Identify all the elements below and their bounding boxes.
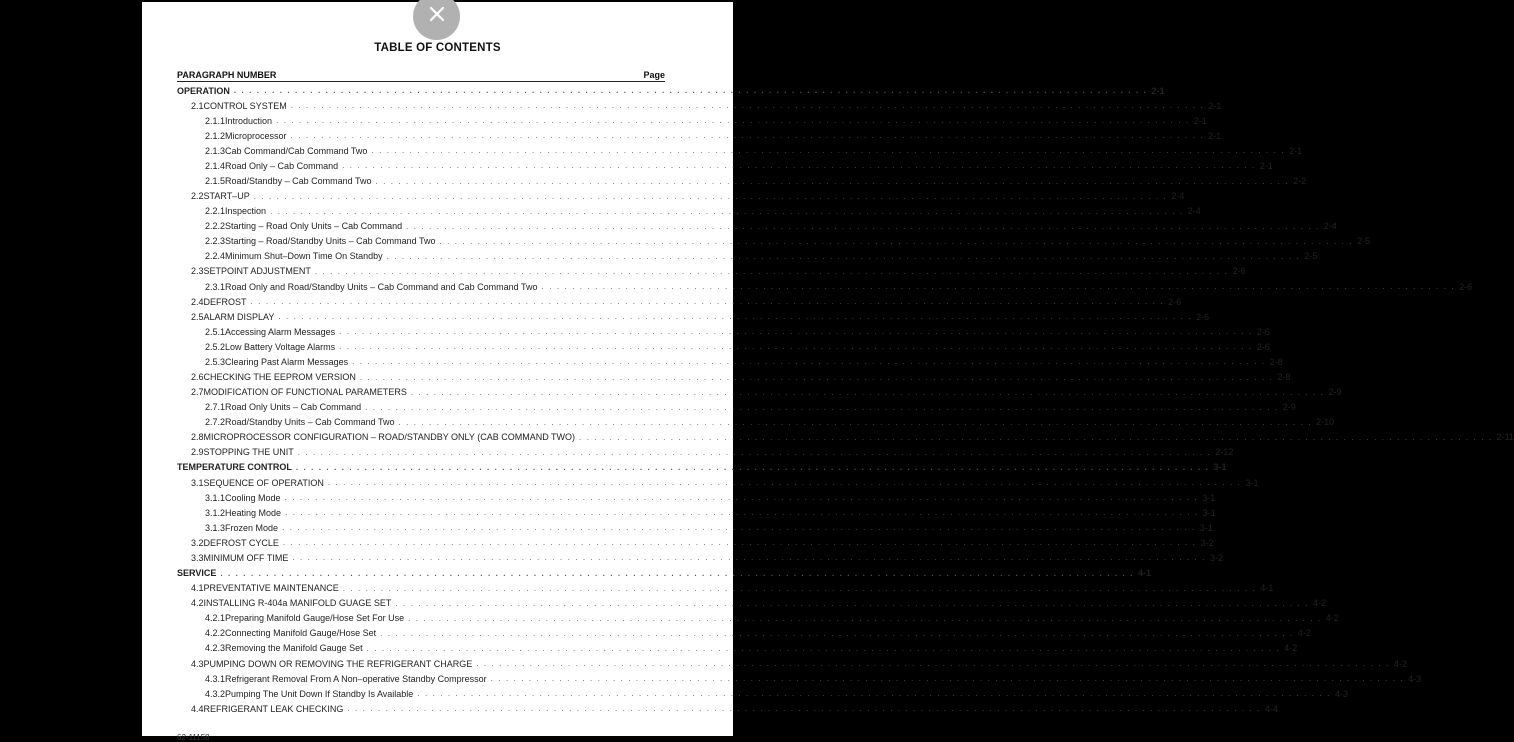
- dot-leader: . . . . . . . . . . . . . . . . . . . . . . . . . . . . . . . . . . . . . . . . . . . . . . . . . . . . . . . . . . . . . . . . . . . . . . . . . . . . . . . . . . . . . . . . . . . . . . . . . . . . . . . . . . . . . . . . . . . . . . . .: [220, 568, 1134, 578]
- toc-entry-number: 4.2.2: [205, 628, 226, 639]
- dot-leader: . . . . . . . . . . . . . . . . . . . . . . . . . . . . . . . . . . . . . . . . . . . . . . . . . . . . . . . . . . . . . . . . . . . . . . . . . . . . . . . . . . . . . . . . . . . . . . . . . . . . . . . . . . . . . . . . . . . . . . . .: [297, 447, 1212, 457]
- close-icon: [428, 5, 446, 28]
- toc-entry-page: 4-2: [1284, 643, 1298, 654]
- toc-list: [177, 83, 1514, 716]
- toc-entry-number: 2.4: [191, 296, 204, 307]
- toc-entry-page: 3-2: [1209, 552, 1223, 563]
- toc-title: TABLE OF CONTENTS: [374, 42, 501, 54]
- toc-entry-page: 4-1: [1260, 583, 1274, 594]
- toc-entry[interactable]: [177, 596, 1327, 611]
- dot-leader: . . . . . . . . . . . . . . . . . . . . . . . . . . . . . . . . . . . . . . . . . . . . . . . . . . . . . . . . . . . . . . . . . . . . . . . . . . . . . . . . . . . . . . . . . . . . . . . . . . . . . . . . . . . . . . . . . . . . . . . .: [282, 538, 1197, 548]
- dot-leader: . . . . . . . . . . . . . . . . . . . . . . . . . . . . . . . . . . . . . . . . . . . . . . . . . . . . . . . . . . . . . . . . . . . . . . . . . . . . . . . . . . . . . . . . . . . . . . . . . . . . . . . . . . . . . . . . . . . . . . . .: [278, 312, 1192, 322]
- toc-entry-number: 2.7.2: [205, 417, 226, 428]
- toc-entry-title: Clearing Past Alarm Messages: [225, 356, 349, 367]
- toc-entry[interactable]: [177, 415, 1335, 430]
- toc-entry[interactable]: [177, 490, 1216, 505]
- dot-leader: . . . . . . . . . . . . . . . . . . . . . . . . . . . . . . . . . . . . . . . . . . . . . . . . . . . . . . . . . . . . . . . . . . . . . . . . . . . . . . . . . . . . . . . . . . . . . . . . . . . . . . . . . . . . . . . . . . . . . . . .: [314, 266, 1229, 276]
- toc-entry-page: 2-6: [1196, 311, 1210, 322]
- dot-leader: . . . . . . . . . . . . . . . . . . . . . . . . . . . . . . . . . . . . . . . . . . . . . . . . . . . . . . . . . . . . . . . . . . . . . . . . . . . . . . . . . . . . . . . . . . . . . . . . . . . . . . . . . . . . . . . . . . . . . . . .: [417, 689, 1331, 699]
- dot-leader: . . . . . . . . . . . . . . . . . . . . . . . . . . . . . . . . . . . . . . . . . . . . . . . . . . . . . . . . . . . . . . . . . . . . . . . . . . . . . . . . . . . . . . . . . . . . . . . . . . . . . . . . . . . . . . . . . . . . . . . .: [365, 402, 1279, 412]
- dot-leader: . . . . . . . . . . . . . . . . . . . . . . . . . . . . . . . . . . . . . . . . . . . . . . . . . . . . . . . . . . . . . . . . . . . . . . . . . . . . . . . . . . . . . . . . . . . . . . . . . . . . . . . . . . . . . . . . . . . . . . . .: [408, 613, 1322, 623]
- toc-entry[interactable]: [177, 219, 1337, 234]
- dot-leader: . . . . . . . . . . . . . . . . . . . . . . . . . . . . . . . . . . . . . . . . . . . . . . . . . . . . . . . . . . . . . . . . . . . . . . . . . . . . . . . . . . . . . . . . . . . . . . . . . . . . . . . . . . . . . . . . . . . . . . . .: [290, 131, 1205, 141]
- toc-entry[interactable]: [177, 173, 1307, 188]
- toc-entry-title: Cab Command/Cab Command Two: [225, 145, 368, 156]
- toc-entry[interactable]: [177, 234, 1371, 249]
- toc-entry-number: 2.1.2: [205, 130, 226, 141]
- toc-entry-title: Starting – Road Only Units – Cab Command: [225, 221, 403, 232]
- toc-entry-title: Microprocessor: [225, 130, 287, 141]
- dot-leader: . . . . . . . . . . . . . . . . . . . . . . . . . . . . . . . . . . . . . . . . . . . . . . . . . . . . . . . . . . . . . . . . . . . . . . . . . . . . . . . . . . . . . . . . . . . . . . . . . . . . . . . . . . . . . . . . . . . . . . . .: [375, 176, 1290, 186]
- toc-entry-page: 3-2: [1200, 537, 1214, 548]
- toc-entry-number: 2.1: [191, 100, 204, 111]
- toc-entry-title: MICROPROCESSOR CONFIGURATION – ROAD/STANDBY ONLY (CAB COMMAND TWO): [203, 432, 576, 443]
- dot-leader: . . . . . . . . . . . . . . . . . . . . . . . . . . . . . . . . . . . . . . . . . . . . . . . . . . . . . . . . . . . . . . . . . . . . . . . . . . . . . . . . . . . . . . . . . . . . . . . . . . . . . . . . . . . . . . . . . . . . . . . .: [371, 146, 1286, 156]
- dot-leader: . . . . . . . . . . . . . . . . . . . . . . . . . . . . . . . . . . . . . . . . . . . . . . . . . . . . . . . . . . . . . . . . . . . . . . . . . . . . . . . . . . . . . . . . . . . . . . . . . . . . . . . . . . . . . . . . . . . . . . . .: [284, 493, 1199, 503]
- toc-entry-number: 2.2.1: [205, 206, 226, 217]
- toc-entry-title: Low Battery Voltage Alarms: [225, 341, 336, 352]
- toc-entry-title: Inspection: [225, 206, 267, 217]
- toc-entry-page: 3-1: [1199, 522, 1213, 533]
- toc-entry-title: Accessing Alarm Messages: [225, 326, 336, 337]
- toc-entry-number: 4.3.1: [205, 673, 226, 684]
- toc-entry-number: 2.2.3: [205, 236, 226, 247]
- toc-entry[interactable]: [177, 294, 1182, 309]
- dot-leader: . . . . . . . . . . . . . . . . . . . . . . . . . . . . . . . . . . . . . . . . . . . . . . . . . . . . . . . . . . . . . . . . . . . . . . . . . . . . . . . . . . . . . . . . . . . . . . . . . . . . . . . . . . . . . . . . . . . . . . . .: [327, 478, 1242, 488]
- toc-entry-number: 2.5: [191, 311, 204, 322]
- page-footer: 62-11158: [177, 733, 210, 742]
- toc-entry-number: 2.7.1: [205, 402, 226, 413]
- toc-entry-number: 2.2.2: [205, 221, 226, 232]
- toc-entry-number: 2.7: [191, 387, 204, 398]
- toc-entry-number: 4.3: [191, 658, 204, 669]
- toc-entry-page: 3-1: [1245, 477, 1259, 488]
- toc-entry-number: 2.1.1: [205, 115, 226, 126]
- toc-entry-number: 2.5.2: [205, 341, 226, 352]
- toc-entry-title: Frozen Mode: [225, 522, 279, 533]
- toc-entry[interactable]: [177, 128, 1222, 143]
- toc-entry-number: 4.2.1: [205, 613, 226, 624]
- toc-entry[interactable]: [177, 279, 1473, 294]
- toc-entry[interactable]: [177, 249, 1318, 264]
- dot-leader: . . . . . . . . . . . . . . . . . . . . . . . . . . . . . . . . . . . . . . . . . . . . . . . . . . . . . . . . . . . . . . . . . . . . . . . . . . . . . . . . . . . . . . . . . . . . . . . . . . . . . . . . . . . . . . . . . . . . . . . .: [342, 161, 1256, 171]
- toc-entry-number: 2.5.1: [205, 326, 226, 337]
- toc-entry[interactable]: [177, 143, 1303, 158]
- dot-leader: . . . . . . . . . . . . . . . . . . . . . . . . . . . . . . . . . . . . . . . . . . . . . . . . . . . . . . . . . . . . . . . . . . . . . . . . . . . . . . . . . . . . . . . . . . . . . . . . . . . . . . . . . . . . . . . . . . . . . . . .: [250, 297, 1165, 307]
- toc-entry-number: 4.3.2: [205, 688, 226, 699]
- toc-entry-title: CONTROL SYSTEM: [203, 100, 287, 111]
- dot-leader: . . . . . . . . . . . . . . . . . . . . . . . . . . . . . . . . . . . . . . . . . . . . . . . . . . . . . . . . . . . . . . . . . . . . . . . . . . . . . . . . . . . . . . . . . . . . . . . . . . . . . . . . . . . . . . . . . . . . . . . .: [347, 704, 1262, 714]
- toc-entry-page: 2-5: [1304, 251, 1318, 262]
- toc-entry[interactable]: [177, 339, 1270, 354]
- toc-entry-title: Cooling Mode: [225, 492, 281, 503]
- toc-entry-number: 4.2.3: [205, 643, 226, 654]
- toc-entry-page: 2-1: [1151, 85, 1165, 96]
- toc-entry-page: 2-12: [1215, 447, 1234, 458]
- toc-entry[interactable]: [177, 701, 1279, 716]
- toc-entry[interactable]: [177, 430, 1514, 445]
- toc-entry-title: PREVENTATIVE MAINTENANCE: [203, 583, 339, 594]
- toc-entry[interactable]: [177, 671, 1422, 686]
- toc-entry-page: 4-4: [1265, 703, 1279, 714]
- toc-entry-number: 2.1.3: [205, 145, 226, 156]
- toc-entry-page: 2-1: [1193, 115, 1207, 126]
- toc-entry[interactable]: [177, 369, 1291, 384]
- toc-entry[interactable]: [177, 385, 1342, 400]
- toc-entry[interactable]: [177, 445, 1234, 460]
- dot-leader: . . . . . . . . . . . . . . . . . . . . . . . . . . . . . . . . . . . . . . . . . . . . . . . . . . . . . . . . . . . . . . . . . . . . . . . . . . . . . . . . . . . . . . . . . . . . . . . . . . . . . . . . . . . . . . . . . . . . . . . .: [282, 523, 1196, 533]
- toc-entry-page: 2-1: [1208, 130, 1222, 141]
- toc-entry-page: 4-3: [1408, 673, 1422, 684]
- paragraph-number-header: PARAGRAPH NUMBER: [177, 70, 277, 80]
- dot-leader: . . . . . . . . . . . . . . . . . . . . . . . . . . . . . . . . . . . . . . . . . . . . . . . . . . . . . . . . . . . . . . . . . . . . . . . . . . . . . . . . . . . . . . . . . . . . . . . . . . . . . . . . . . . . . . . . . . . . . . . .: [285, 508, 1199, 518]
- toc-entry-page: 2-5: [1357, 236, 1371, 247]
- toc-entry-title: Preparing Manifold Gauge/Hose Set For Use: [225, 613, 405, 624]
- dot-leader: . . . . . . . . . . . . . . . . . . . . . . . . . . . . . . . . . . . . . . . . . . . . . . . . . . . . . . . . . . . . . . . . . . . . . . . . . . . . . . . . . . . . . . . . . . . . . . . . . . . . . . . . . . . . . . . . . . . . . . . .: [253, 191, 1168, 201]
- dot-leader: . . . . . . . . . . . . . . . . . . . . . . . . . . . . . . . . . . . . . . . . . . . . . . . . . . . . . . . . . . . . . . . . . . . . . . . . . . . . . . . . . . . . . . . . . . . . . . . . . . . . . . . . . . . . . . . . . . . . . . . .: [352, 357, 1266, 367]
- dot-leader: . . . . . . . . . . . . . . . . . . . . . . . . . . . . . . . . . . . . . . . . . . . . . . . . . . . . . . . . . . . . . . . . . . . . . . . . . . . . . . . . . . . . . . . . . . . . . . . . . . . . . . . . . . . . . . . . . . . . . . . .: [339, 327, 1253, 337]
- toc-entry-page: 2-6: [1459, 281, 1473, 292]
- toc-entry[interactable]: [177, 460, 1227, 475]
- toc-entry-page: 2-4: [1323, 221, 1337, 232]
- toc-entry-page: 2-1: [1208, 100, 1222, 111]
- dot-leader: . . . . . . . . . . . . . . . . . . . . . . . . . . . . . . . . . . . . . . . . . . . . . . . . . . . . . . . . . . . . . . . . . . . . . . . . . . . . . . . . . . . . . . . . . . . . . . . . . . . . . . . . . . . . . . . . . . . . . . . .: [439, 236, 1354, 246]
- dot-leader: . . . . . . . . . . . . . . . . . . . . . . . . . . . . . . . . . . . . . . . . . . . . . . . . . . . . . . . . . . . . . . . . . . . . . . . . . . . . . . . . . . . . . . . . . . . . . . . . . . . . . . . . . . . . . . . . . . . . . . . .: [339, 342, 1253, 352]
- toc-entry-title: START–UP: [203, 191, 250, 202]
- toc-entry-title: Refrigerant Removal From A Non–operative Standby Compressor: [225, 673, 487, 684]
- dot-leader: . . . . . . . . . . . . . . . . . . . . . . . . . . . . . . . . . . . . . . . . . . . . . . . . . . . . . . . . . . . . . . . . . . . . . . . . . . . . . . . . . . . . . . . . . . . . . . . . . . . . . . . . . . . . . . . . . . . . . . . .: [398, 417, 1313, 427]
- toc-entry-page: 2-2: [1293, 176, 1307, 186]
- dot-leader: . . . . . . . . . . . . . . . . . . . . . . . . . . . . . . . . . . . . . . . . . . . . . . . . . . . . . . . . . . . . . . . . . . . . . . . . . . . . . . . . . . . . . . . . . . . . . . . . . . . . . . . . . . . . . . . . . . . . . . . .: [233, 86, 1148, 96]
- toc-entry-number: 2.8: [191, 432, 204, 443]
- dot-leader: . . . . . . . . . . . . . . . . . . . . . . . . . . . . . . . . . . . . . . . . . . . . . . . . . . . . . . . . . . . . . . . . . . . . . . . . . . . . . . . . . . . . . . . . . . . . . . . . . . . . . . . . . . . . . . . . . . . . . . . .: [395, 598, 1310, 608]
- toc-entry-page: 4-2: [1313, 598, 1327, 609]
- toc-entry[interactable]: [177, 113, 1207, 128]
- dot-leader: . . . . . . . . . . . . . . . . . . . . . . . . . . . . . . . . . . . . . . . . . . . . . . . . . . . . . . . . . . . . . . . . . . . . . . . . . . . . . . . . . . . . . . . . . . . . . . . . . . . . . . . . . . . . . . . . . . . . . . . .: [292, 553, 1206, 563]
- dot-leader: . . . . . . . . . . . . . . . . . . . . . . . . . . . . . . . . . . . . . . . . . . . . . . . . . . . . . . . . . . . . . . . . . . . . . . . . . . . . . . . . . . . . . . . . . . . . . . . . . . . . . . . . . . . . . . . . . . . . . . . .: [579, 432, 1493, 442]
- toc-entry-page: 2-9: [1282, 402, 1296, 413]
- dot-leader: . . . . . . . . . . . . . . . . . . . . . . . . . . . . . . . . . . . . . . . . . . . . . . . . . . . . . . . . . . . . . . . . . . . . . . . . . . . . . . . . . . . . . . . . . . . . . . . . . . . . . . . . . . . . . . . . . . . . . . . .: [380, 628, 1294, 638]
- toc-entry[interactable]: [177, 158, 1273, 173]
- toc-entry-title: PUMPING DOWN OR REMOVING THE REFRIGERANT CHARGE: [203, 658, 473, 669]
- toc-entry[interactable]: [177, 641, 1298, 656]
- toc-entry-title: MINIMUM OFF TIME: [203, 552, 289, 563]
- toc-entry-page: 2-1: [1289, 145, 1303, 156]
- toc-entry-title: OPERATION: [177, 85, 230, 96]
- toc-entry-number: 2.1.4: [205, 160, 226, 171]
- toc-entry-page: 2-6: [1168, 296, 1182, 307]
- toc-entry-number: 3.1.1: [205, 492, 226, 503]
- toc-entry-number: 3.3: [191, 552, 204, 563]
- toc-entry-title: Road Only and Road/Standby Units – Cab Command and Cab Command Two: [225, 281, 538, 292]
- toc-entry[interactable]: [177, 550, 1223, 565]
- toc-entry[interactable]: [177, 204, 1201, 219]
- toc-entry-title: CHECKING THE EEPROM VERSION: [203, 372, 356, 383]
- toc-entry-title: STOPPING THE UNIT: [203, 447, 294, 458]
- toc-entry-title: Minimum Shut–Down Time On Standby: [225, 251, 383, 262]
- toc-entry-number: 3.2: [191, 537, 204, 548]
- toc-entry[interactable]: [177, 566, 1151, 581]
- dot-leader: . . . . . . . . . . . . . . . . . . . . . . . . . . . . . . . . . . . . . . . . . . . . . . . . . . . . . . . . . . . . . . . . . . . . . . . . . . . . . . . . . . . . . . . . . . . . . . . . . . . . . . . . . . . . . . . . . . . . . . . .: [359, 372, 1274, 382]
- page-header: Page: [643, 70, 665, 80]
- toc-entry[interactable]: [177, 264, 1246, 279]
- toc-entry[interactable]: [177, 189, 1185, 204]
- toc-entry-title: INSTALLING R-404a MANIFOLD GUAGE SET: [203, 598, 392, 609]
- dot-leader: . . . . . . . . . . . . . . . . . . . . . . . . . . . . . . . . . . . . . . . . . . . . . . . . . . . . . . . . . . . . . . . . . . . . . . . . . . . . . . . . . . . . . . . . . . . . . . . . . . . . . . . . . . . . . . . . . . . . . . . .: [476, 659, 1390, 668]
- toc-entry[interactable]: [177, 520, 1213, 535]
- toc-entry-title: SEQUENCE OF OPERATION: [203, 477, 324, 488]
- toc-entry-number: 2.2: [191, 191, 204, 202]
- toc-entry-page: 2-6: [1256, 341, 1270, 352]
- toc-entry-page: 2-6: [1232, 266, 1246, 277]
- toc-entry-title: Introduction: [225, 115, 273, 126]
- toc-entry-title: DEFROST CYCLE: [203, 537, 279, 548]
- toc-entry-number: 2.3: [191, 266, 204, 277]
- toc-entry-title: Road Only – Cab Command: [225, 160, 339, 171]
- dot-leader: . . . . . . . . . . . . . . . . . . . . . . . . . . . . . . . . . . . . . . . . . . . . . . . . . . . . . . . . . . . . . . . . . . . . . . . . . . . . . . . . . . . . . . . . . . . . . . . . . . . . . . . . . . . . . . . . . . . . . . . .: [386, 251, 1301, 261]
- toc-entry-title: Road Only Units – Cab Command: [225, 402, 362, 413]
- toc-entry[interactable]: [177, 98, 1222, 113]
- toc-entry-page: 2-4: [1171, 191, 1185, 202]
- toc-entry[interactable]: [177, 354, 1283, 369]
- toc-entry-number: 2.3.1: [205, 281, 226, 292]
- toc-entry-title: Heating Mode: [225, 507, 282, 518]
- toc-entry-page: 2-9: [1328, 387, 1342, 398]
- toc-entry-number: 4.4: [191, 703, 204, 714]
- toc-entry-title: Removing the Manifold Gauge Set: [225, 643, 363, 654]
- toc-entry[interactable]: [177, 505, 1216, 520]
- toc-entry[interactable]: [177, 611, 1339, 626]
- toc-entry-title: Pumping The Unit Down If Standby Is Available: [225, 688, 414, 699]
- toc-entry[interactable]: [177, 324, 1270, 339]
- toc-entry[interactable]: [177, 400, 1296, 415]
- toc-entry-number: 2.6: [191, 372, 204, 383]
- toc-entry-page: 2-6: [1256, 326, 1270, 337]
- toc-entry-title: TEMPERATURE CONTROL: [177, 462, 292, 473]
- toc-entry[interactable]: [177, 656, 1407, 671]
- dot-leader: . . . . . . . . . . . . . . . . . . . . . . . . . . . . . . . . . . . . . . . . . . . . . . . . . . . . . . . . . . . . . . . . . . . . . . . . . . . . . . . . . . . . . . . . . . . . . . . . . . . . . . . . . . . . . . . . . . . . . . . .: [410, 387, 1325, 397]
- toc-entry-page: 4-2: [1325, 613, 1339, 624]
- toc-entry-page: 2-8: [1277, 372, 1291, 383]
- dot-leader: . . . . . . . . . . . . . . . . . . . . . . . . . . . . . . . . . . . . . . . . . . . . . . . . . . . . . . . . . . . . . . . . . . . . . . . . . . . . . . . . . . . . . . . . . . . . . . . . . . . . . . . . . . . . . . . . . . . . . . . .: [406, 221, 1320, 231]
- toc-entry-number: 3.1: [191, 477, 204, 488]
- dot-leader: . . . . . . . . . . . . . . . . . . . . . . . . . . . . . . . . . . . . . . . . . . . . . . . . . . . . . . . . . . . . . . . . . . . . . . . . . . . . . . . . . . . . . . . . . . . . . . . . . . . . . . . . . . . . . . . . . . . . . . . .: [295, 462, 1210, 472]
- toc-entry-number: 3.1.3: [205, 522, 226, 533]
- toc-entry[interactable]: [177, 83, 1165, 98]
- toc-entry-title: REFRIGERANT LEAK CHECKING: [203, 703, 344, 714]
- toc-entry-page: 2-10: [1316, 417, 1335, 428]
- toc-entry-page: 2-4: [1187, 206, 1201, 217]
- toc-entry-title: ALARM DISPLAY: [203, 311, 275, 322]
- toc-entry-title: Connecting Manifold Gauge/Hose Set: [225, 628, 377, 639]
- toc-entry[interactable]: [177, 626, 1311, 641]
- toc-entry-number: 4.1: [191, 583, 204, 594]
- toc-entry-title: DEFROST: [203, 296, 247, 307]
- toc-entry-page: 2-11: [1496, 432, 1514, 443]
- dot-leader: . . . . . . . . . . . . . . . . . . . . . . . . . . . . . . . . . . . . . . . . . . . . . . . . . . . . . . . . . . . . . . . . . . . . . . . . . . . . . . . . . . . . . . . . . . . . . . . . . . . . . . . . . . . . . . . . . . . . . . . .: [541, 282, 1456, 292]
- toc-entry[interactable]: [177, 581, 1274, 596]
- toc-entry-number: 3.1.2: [205, 507, 226, 518]
- toc-entry-title: SETPOINT ADJUSTMENT: [203, 266, 311, 277]
- dot-leader: . . . . . . . . . . . . . . . . . . . . . . . . . . . . . . . . . . . . . . . . . . . . . . . . . . . . . . . . . . . . . . . . . . . . . . . . . . . . . . . . . . . . . . . . . . . . . . . . . . . . . . . . . . . . . . . . . . . . . . . .: [342, 583, 1257, 593]
- toc-entry-title: Road/Standby – Cab Command Two: [225, 176, 372, 186]
- toc-entry-page: 3-1: [1213, 462, 1227, 473]
- dot-leader: . . . . . . . . . . . . . . . . . . . . . . . . . . . . . . . . . . . . . . . . . . . . . . . . . . . . . . . . . . . . . . . . . . . . . . . . . . . . . . . . . . . . . . . . . . . . . . . . . . . . . . . . . . . . . . . . . . . . . . . .: [290, 101, 1205, 111]
- dot-leader: . . . . . . . . . . . . . . . . . . . . . . . . . . . . . . . . . . . . . . . . . . . . . . . . . . . . . . . . . . . . . . . . . . . . . . . . . . . . . . . . . . . . . . . . . . . . . . . . . . . . . . . . . . . . . . . . . . . . . . . .: [276, 116, 1190, 126]
- dot-leader: . . . . . . . . . . . . . . . . . . . . . . . . . . . . . . . . . . . . . . . . . . . . . . . . . . . . . . . . . . . . . . . . . . . . . . . . . . . . . . . . . . . . . . . . . . . . . . . . . . . . . . . . . . . . . . . . . . . . . . . .: [490, 674, 1405, 684]
- toc-entry-page: 3-1: [1202, 492, 1216, 503]
- toc-entry-page: 2-8: [1269, 356, 1283, 367]
- toc-entry-page: 4-1: [1137, 568, 1151, 579]
- toc-entry-title: Starting – Road/Standby Units – Cab Command Two: [225, 236, 436, 247]
- toc-entry-page: 4-2: [1297, 628, 1311, 639]
- toc-entry-page: 4-3: [1334, 688, 1348, 699]
- toc-entry-title: Road/Standby Units – Cab Command Two: [225, 417, 395, 428]
- toc-entry[interactable]: [177, 535, 1214, 550]
- toc-entry-number: 2.9: [191, 447, 204, 458]
- toc-entry[interactable]: [177, 475, 1259, 490]
- toc-entry-number: 2.2.4: [205, 251, 226, 262]
- toc-entry-number: 2.1.5: [205, 176, 226, 186]
- toc-entry[interactable]: [177, 309, 1210, 324]
- toc-column-header: [177, 70, 665, 82]
- dot-leader: . . . . . . . . . . . . . . . . . . . . . . . . . . . . . . . . . . . . . . . . . . . . . . . . . . . . . . . . . . . . . . . . . . . . . . . . . . . . . . . . . . . . . . . . . . . . . . . . . . . . . . . . . . . . . . . . . . . . . . . .: [366, 643, 1281, 653]
- toc-entry-number: 4.2: [191, 598, 204, 609]
- toc-entry-page: 2-1: [1259, 160, 1273, 171]
- toc-entry-number: 2.5.3: [205, 356, 226, 367]
- toc-entry[interactable]: [177, 686, 1348, 701]
- toc-entry-title: SERVICE: [177, 568, 217, 579]
- toc-entry-title: MODIFICATION OF FUNCTIONAL PARAMETERS: [203, 387, 407, 398]
- toc-entry-page: 4-2: [1393, 658, 1407, 669]
- toc-entry-page: 3-1: [1202, 507, 1216, 518]
- dot-leader: . . . . . . . . . . . . . . . . . . . . . . . . . . . . . . . . . . . . . . . . . . . . . . . . . . . . . . . . . . . . . . . . . . . . . . . . . . . . . . . . . . . . . . . . . . . . . . . . . . . . . . . . . . . . . . . . . . . . . . . .: [270, 206, 1184, 216]
